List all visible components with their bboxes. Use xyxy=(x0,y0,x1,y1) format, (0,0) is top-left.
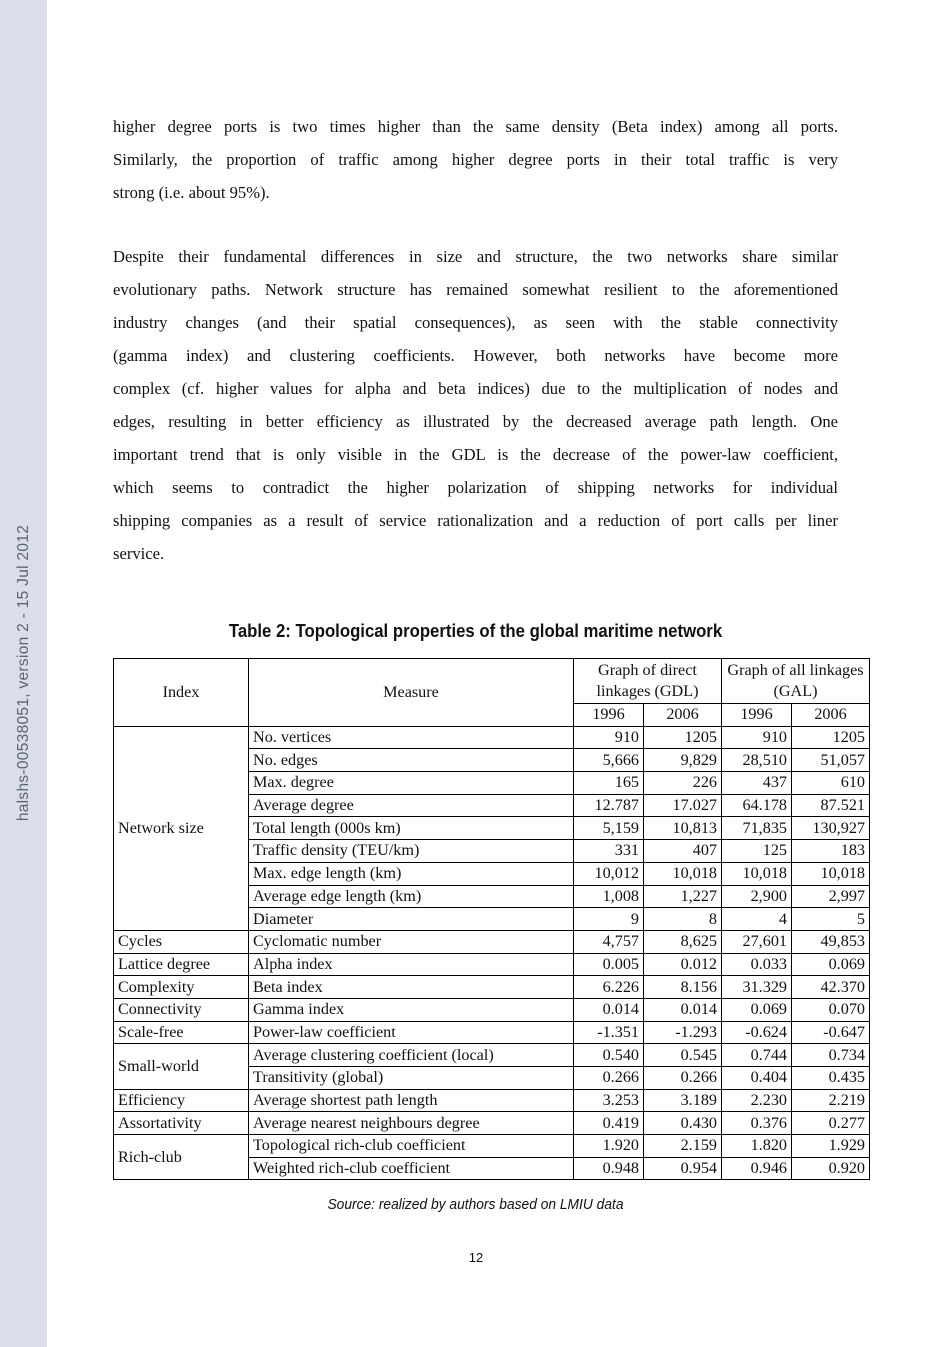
text-line: industry changes (and their spatial consequences), as seen with the stable connectivity xyxy=(113,313,838,332)
measure-cell: Traffic density (TEU/km) xyxy=(249,840,574,863)
header-year: 1996 xyxy=(722,704,792,727)
value-cell: 2,997 xyxy=(792,885,870,908)
measure-cell: Average edge length (km) xyxy=(249,885,574,908)
value-cell: 51,057 xyxy=(792,749,870,772)
value-cell: 10,018 xyxy=(792,862,870,885)
table-title: Table 2: Topological properties of the global maritime network xyxy=(228,621,723,641)
value-cell: 910 xyxy=(722,726,792,749)
table-row xyxy=(114,1021,870,1044)
measure-cell: No. edges xyxy=(249,749,574,772)
row-index-cell: Assortativity xyxy=(114,1112,249,1135)
value-cell: 0.005 xyxy=(574,953,644,976)
value-cell: 0.744 xyxy=(722,1044,792,1067)
value-cell: 0.430 xyxy=(644,1112,722,1135)
value-cell: 0.069 xyxy=(722,998,792,1021)
paragraph-1 xyxy=(113,110,838,209)
value-cell: 1,008 xyxy=(574,885,644,908)
value-cell: 8.156 xyxy=(644,976,722,999)
value-cell: 3.189 xyxy=(644,1089,722,1112)
value-cell: 0.404 xyxy=(722,1067,792,1090)
value-cell: 910 xyxy=(574,726,644,749)
row-index-cell: Lattice degree xyxy=(114,953,249,976)
value-cell: 2.219 xyxy=(792,1089,870,1112)
header-measure: Measure xyxy=(249,659,574,727)
measure-cell: Cyclomatic number xyxy=(249,930,574,953)
value-cell: 5,666 xyxy=(574,749,644,772)
measure-cell: Beta index xyxy=(249,976,574,999)
value-cell: 130,927 xyxy=(792,817,870,840)
value-cell: 183 xyxy=(792,840,870,863)
text-line: higher degree ports is two times higher than the same density (Beta index) among all ports. xyxy=(113,117,838,136)
measure-cell: Average degree xyxy=(249,794,574,817)
value-cell: 1.929 xyxy=(792,1135,870,1158)
value-cell: 1.820 xyxy=(722,1135,792,1158)
value-cell: 226 xyxy=(644,772,722,795)
table-row xyxy=(114,726,870,749)
paragraph-2 xyxy=(113,240,838,570)
value-cell: 0.946 xyxy=(722,1157,792,1180)
measure-cell: Transitivity (global) xyxy=(249,1067,574,1090)
value-cell: -1.351 xyxy=(574,1021,644,1044)
value-cell: 0.070 xyxy=(792,998,870,1021)
hal-identifier: halshs-00538051, version 2 - 15 Jul 2012 xyxy=(15,524,32,822)
row-index-cell: Connectivity xyxy=(114,998,249,1021)
value-cell: 6.226 xyxy=(574,976,644,999)
value-cell: 2.230 xyxy=(722,1089,792,1112)
text-line: strong (i.e. about 95%). xyxy=(113,183,270,202)
table-row xyxy=(114,1135,870,1158)
measure-cell: Weighted rich-club coefficient xyxy=(249,1157,574,1180)
text-line: Despite their fundamental differences in size and structure, the two networks share similar xyxy=(113,247,838,266)
value-cell: 165 xyxy=(574,772,644,795)
value-cell: 17.027 xyxy=(644,794,722,817)
value-cell: 125 xyxy=(722,840,792,863)
header-year: 2006 xyxy=(644,704,722,727)
value-cell: 10,012 xyxy=(574,862,644,885)
value-cell: 8 xyxy=(644,908,722,931)
measure-cell: Diameter xyxy=(249,908,574,931)
measure-cell: Gamma index xyxy=(249,998,574,1021)
table-row xyxy=(114,1112,870,1135)
measure-cell: Max. edge length (km) xyxy=(249,862,574,885)
text-line: service. xyxy=(113,544,165,563)
row-index-cell: Rich-club xyxy=(114,1135,249,1180)
measure-cell: Topological rich-club coefficient xyxy=(249,1135,574,1158)
table-row xyxy=(114,1089,870,1112)
measure-cell: Average shortest path length xyxy=(249,1089,574,1112)
value-cell: -1.293 xyxy=(644,1021,722,1044)
value-cell: 0.266 xyxy=(644,1067,722,1090)
row-index-cell: Scale-free xyxy=(114,1021,249,1044)
row-index-cell: Small-world xyxy=(114,1044,249,1089)
value-cell: 1,227 xyxy=(644,885,722,908)
value-cell: 0.376 xyxy=(722,1112,792,1135)
value-cell: 2.159 xyxy=(644,1135,722,1158)
value-cell: 0.012 xyxy=(644,953,722,976)
value-cell: 49,853 xyxy=(792,930,870,953)
measure-cell: No. vertices xyxy=(249,726,574,749)
text-line: Similarly, the proportion of traffic among higher degree ports in their total traffic is very xyxy=(113,150,838,169)
value-cell: 0.920 xyxy=(792,1157,870,1180)
row-index-cell: Network size xyxy=(114,726,249,930)
measure-cell: Total length (000s km) xyxy=(249,817,574,840)
text-line: edges, resulting in better efficiency as illustrated by the decreased average path length. One xyxy=(113,412,838,431)
value-cell: 0.540 xyxy=(574,1044,644,1067)
hal-sidebar xyxy=(0,0,47,1347)
value-cell: 71,835 xyxy=(722,817,792,840)
value-cell: 64.178 xyxy=(722,794,792,817)
page-number: 12 xyxy=(468,1250,484,1265)
value-cell: 9,829 xyxy=(644,749,722,772)
value-cell: 10,018 xyxy=(722,862,792,885)
text-line: important trend that is only visible in the GDL is the decrease of the power-law coefficient, xyxy=(113,445,838,464)
value-cell: 0.266 xyxy=(574,1067,644,1090)
row-index-cell: Efficiency xyxy=(114,1089,249,1112)
value-cell: 0.014 xyxy=(574,998,644,1021)
text-line: which seems to contradict the higher polarization of shipping networks for individual xyxy=(113,478,838,497)
value-cell: 1.920 xyxy=(574,1135,644,1158)
value-cell: 28,510 xyxy=(722,749,792,772)
value-cell: 0.954 xyxy=(644,1157,722,1180)
value-cell: 0.277 xyxy=(792,1112,870,1135)
value-cell: 10,813 xyxy=(644,817,722,840)
row-index-cell: Cycles xyxy=(114,930,249,953)
value-cell: 0.435 xyxy=(792,1067,870,1090)
table-row xyxy=(114,953,870,976)
value-cell: 1205 xyxy=(644,726,722,749)
table-source: Source: realized by authors based on LMIU data xyxy=(327,1196,624,1213)
value-cell: 3.253 xyxy=(574,1089,644,1112)
header-year: 2006 xyxy=(792,704,870,727)
value-cell: 8,625 xyxy=(644,930,722,953)
value-cell: 437 xyxy=(722,772,792,795)
measure-cell: Average clustering coefficient (local) xyxy=(249,1044,574,1067)
value-cell: 9 xyxy=(574,908,644,931)
value-cell: 0.069 xyxy=(792,953,870,976)
value-cell: 0.014 xyxy=(644,998,722,1021)
value-cell: -0.647 xyxy=(792,1021,870,1044)
value-cell: 12.787 xyxy=(574,794,644,817)
value-cell: 610 xyxy=(792,772,870,795)
value-cell: 4 xyxy=(722,908,792,931)
header-gdl: Graph of direct linkages (GDL) xyxy=(574,659,722,704)
value-cell: 5,159 xyxy=(574,817,644,840)
value-cell: 0.545 xyxy=(644,1044,722,1067)
value-cell: 1205 xyxy=(792,726,870,749)
text-line: complex (cf. higher values for alpha and beta indices) due to the multiplication of nodes and xyxy=(113,379,838,398)
table-row xyxy=(114,976,870,999)
table-row xyxy=(114,1044,870,1067)
header-year: 1996 xyxy=(574,704,644,727)
value-cell: 5 xyxy=(792,908,870,931)
value-cell: 0.419 xyxy=(574,1112,644,1135)
value-cell: 42.370 xyxy=(792,976,870,999)
header-index: Index xyxy=(114,659,249,727)
value-cell: 0.734 xyxy=(792,1044,870,1067)
value-cell: 31.329 xyxy=(722,976,792,999)
table-row xyxy=(114,998,870,1021)
measure-cell: Alpha index xyxy=(249,953,574,976)
measure-cell: Average nearest neighbours degree xyxy=(249,1112,574,1135)
value-cell: 2,900 xyxy=(722,885,792,908)
value-cell: 0.948 xyxy=(574,1157,644,1180)
measure-cell: Max. degree xyxy=(249,772,574,795)
value-cell: 331 xyxy=(574,840,644,863)
header-gal: Graph of all linkages (GAL) xyxy=(722,659,870,704)
measure-cell: Power-law coefficient xyxy=(249,1021,574,1044)
value-cell: 27,601 xyxy=(722,930,792,953)
topological-properties-table xyxy=(113,658,870,1180)
value-cell: 10,018 xyxy=(644,862,722,885)
text-line: shipping companies as a result of service rationalization and a reduction of port calls per liner xyxy=(113,511,838,530)
value-cell: 407 xyxy=(644,840,722,863)
value-cell: 0.033 xyxy=(722,953,792,976)
table-row xyxy=(114,930,870,953)
value-cell: 87.521 xyxy=(792,794,870,817)
text-line: evolutionary paths. Network structure has remained somewhat resilient to the aforementioned xyxy=(113,280,838,299)
text-line: (gamma index) and clustering coefficients. However, both networks have become more xyxy=(113,346,838,365)
value-cell: 4,757 xyxy=(574,930,644,953)
value-cell: -0.624 xyxy=(722,1021,792,1044)
row-index-cell: Complexity xyxy=(114,976,249,999)
table-body xyxy=(114,726,870,1180)
